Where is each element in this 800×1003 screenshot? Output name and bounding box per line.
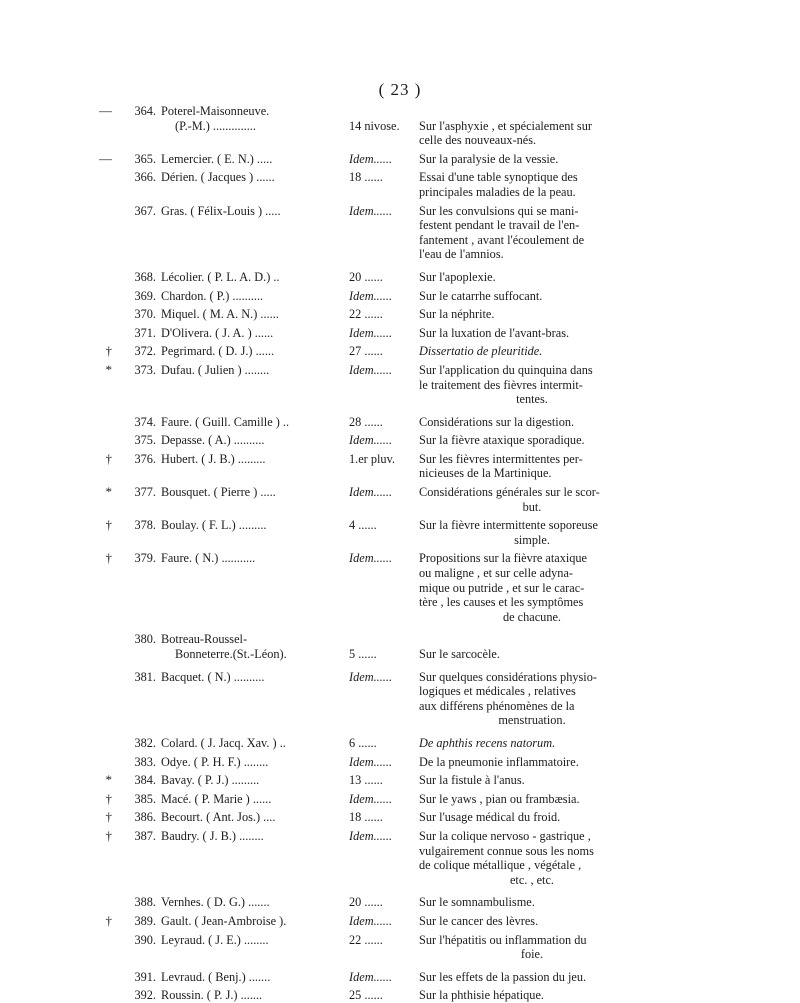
list-entry (105, 912, 666, 929)
thesis-title-line: ou maligne , et sur celle adyna- (419, 566, 573, 581)
entry-mark: — (99, 103, 112, 118)
defense-date: Idem...... (349, 669, 393, 684)
thesis-title (419, 792, 631, 807)
entry-number: 386. (134, 810, 156, 825)
thesis-title-line: fantement , avant l'écoulement de (419, 232, 585, 247)
thesis-title-line: Sur l'application du quinquina dans (419, 362, 593, 377)
entry-number: 377. (134, 485, 156, 500)
entry-mark: † (105, 343, 112, 359)
defense-date: 13 ...... (349, 773, 383, 788)
list-entry (126, 326, 666, 341)
entry-number: 378. (134, 518, 156, 533)
list-entry (105, 809, 666, 825)
entry-number: 367. (134, 203, 156, 218)
entry-number: 368. (134, 269, 156, 284)
thesis-title-line: Considérations sur la digestion. (419, 414, 575, 429)
author-name: Bonneterre.(St.-Léon). (175, 647, 287, 661)
defense-date: Idem...... (349, 913, 393, 928)
thesis-title-line: Sur l'asphyxie , et spécialement sur (419, 118, 592, 133)
thesis-title-line: foie. (520, 947, 544, 962)
defense-date: Idem...... (349, 288, 393, 303)
defense-date: 1.er pluv. (349, 451, 395, 466)
author-name: Levraud. ( Benj.) ....... (161, 969, 271, 984)
thesis-title-line: De la pneumonie inflammatoire. (419, 754, 579, 769)
author-name: Lécolier. ( P. L. A. D.) .. (161, 269, 280, 284)
thesis-title-line: Sur la fistule à l'anus. (419, 773, 525, 788)
entry-number: 366. (134, 170, 156, 185)
thesis-title-line: simple. (514, 532, 550, 547)
thesis-title-line: Sur la colique nervoso - gastrique , (419, 828, 591, 843)
entry-number: 370. (134, 307, 156, 322)
entry-mark: † (105, 827, 112, 843)
thesis-title-line: Propositions sur la fièvre ataxique (419, 551, 588, 566)
author-name: Gras. ( Félix-Louis ) ..... (161, 203, 281, 218)
thesis-title-line: Sur la fièvre intermittente soporeuse (419, 518, 598, 533)
thesis-title (419, 933, 631, 962)
thesis-title (419, 988, 631, 1003)
entry-number: 387. (134, 828, 156, 843)
entry-mark: * (105, 772, 112, 788)
thesis-title-line: logiques et médicales , relatives (419, 684, 576, 699)
defense-date: Idem...... (349, 485, 393, 500)
thesis-title (419, 485, 631, 514)
entry-number: 384. (134, 773, 156, 788)
author-name: Leyraud. ( J. E.) ........ (161, 932, 269, 947)
entry-number: 385. (134, 791, 156, 806)
list-entry (126, 307, 666, 322)
author-name: Bacquet. ( N.) .......... (161, 669, 265, 684)
thesis-title-line: De aphthis recens natorum. (419, 735, 556, 750)
thesis-title (419, 170, 631, 199)
list-entry (126, 736, 666, 751)
entry-number: 379. (134, 551, 156, 566)
entry-number: 376. (134, 451, 156, 466)
thesis-title-line: Sur le yaws , pian ou frambæsia. (419, 791, 580, 806)
thesis-title-line: Sur les convulsions qui se mani- (419, 203, 579, 218)
thesis-title-line: vulgairement connue sous les noms (419, 843, 594, 858)
entry-number: 381. (134, 669, 156, 684)
defense-date: 5 ...... (349, 647, 377, 661)
defense-date: Idem...... (349, 551, 393, 566)
author-name: Becourt. ( Ant. Jos.) .... (161, 810, 276, 825)
thesis-title-line: tère , les causes et les symptômes (419, 595, 584, 610)
defense-date: 25 ...... (349, 988, 383, 1003)
entry-mark: * (105, 361, 112, 377)
author-name: Pegrimard. ( D. J.) ...... (161, 344, 275, 359)
entry-number: 382. (134, 735, 156, 750)
entry-number: 374. (134, 414, 156, 429)
list-entry (105, 827, 666, 887)
thesis-title-line: de colique métallique , végétale , (419, 858, 582, 873)
thesis-title-line: nicieuses de la Martinique. (419, 466, 552, 481)
thesis-title (419, 829, 631, 887)
thesis-title-line: festent pendant le travail de l'en- (419, 218, 580, 233)
thesis-title-line: Essai d'une table synoptique des (419, 170, 578, 185)
defense-date: 4 ...... (349, 518, 377, 533)
entry-mark: † (105, 912, 112, 928)
thesis-title (419, 452, 631, 481)
list-entry (126, 670, 666, 728)
thesis-title-line: Sur la néphrite. (419, 307, 495, 322)
author-name: Boulay. ( F. L.) ......... (161, 518, 267, 533)
entry-number: 388. (134, 895, 156, 910)
list-entry (105, 484, 666, 514)
thesis-title-line: menstruation. (498, 713, 566, 728)
author-name: Baudry. ( J. B.) ........ (161, 828, 264, 843)
defense-date: Idem...... (349, 754, 393, 769)
thesis-title-line: Sur les effets de la passion du jeu. (419, 969, 587, 984)
thesis-title (419, 415, 631, 430)
list-entry (126, 933, 666, 962)
list-entry (105, 343, 666, 359)
entry-number: 391. (134, 969, 156, 984)
thesis-title (419, 344, 631, 359)
entry-number: 380. (134, 632, 156, 647)
author-name: (P.-M.) .............. (175, 118, 256, 133)
entry-number: 383. (134, 754, 156, 769)
list-entry (105, 517, 666, 547)
author-name: Roussin. ( P. J.) ....... (161, 988, 263, 1003)
author-name: Gault. ( Jean-Ambroise ). (161, 913, 287, 928)
thesis-title-line: Sur la luxation de l'avant-bras. (419, 325, 570, 340)
author-name: Faure. ( Guill. Camille ) .. (161, 414, 290, 429)
thesis-title-line: de chacune. (502, 609, 562, 624)
entry-number: 371. (134, 325, 156, 340)
list-entry (126, 988, 666, 1003)
author-name: Miquel. ( M. A. N.) ...... (161, 307, 279, 322)
author-name: Colard. ( J. Jacq. Xav. ) .. (161, 735, 286, 750)
entry-number: 372. (134, 344, 156, 359)
list-entry (126, 415, 666, 430)
thesis-title-line: principales maladies de la peau. (419, 184, 576, 199)
entry-number: 392. (134, 988, 156, 1003)
thesis-title-line: but. (522, 499, 542, 514)
author-name: Macé. ( P. Marie ) ...... (161, 791, 272, 806)
list-entry (105, 550, 666, 624)
thesis-title-line: l'eau de l'amnios. (419, 247, 504, 262)
defense-date: Idem...... (349, 791, 393, 806)
list-entry (126, 895, 666, 910)
defense-date: 14 nivose. (349, 118, 400, 133)
thesis-title (419, 326, 631, 341)
entry-number: 390. (134, 932, 156, 947)
author-name: Bavay. ( P. J.) ......... (161, 773, 260, 788)
author-name: Botreau-Roussel- (161, 632, 248, 647)
page-number: ( 23 ) (378, 80, 422, 99)
thesis-title-line: Sur l'usage médical du froid. (419, 810, 561, 825)
thesis-title (419, 307, 631, 322)
thesis-title-line: aux différens phénomènes de la (419, 698, 575, 713)
entry-mark: † (105, 550, 112, 566)
list-entry (105, 450, 666, 481)
thesis-title (419, 632, 631, 661)
author-name: D'Olivera. ( J. A. ) ...... (161, 325, 274, 340)
thesis-title-line: Sur les fièvres intermittentes per- (419, 451, 583, 466)
author-name: Vernhes. ( D. G.) ....... (161, 895, 270, 910)
defense-date: Idem...... (349, 433, 393, 448)
thesis-title-line: Considérations générales sur le scor- (419, 485, 600, 500)
thesis-title (419, 433, 631, 448)
thesis-title-line: celle des nouveaux-nés. (419, 133, 537, 148)
thesis-title-line: etc. , etc. (509, 872, 555, 887)
thesis-title (419, 270, 631, 285)
entry-number: 369. (134, 288, 156, 303)
thesis-title (419, 363, 631, 407)
entry-number: 364. (134, 104, 156, 118)
author-name: Hubert. ( J. B.) ......... (161, 451, 266, 466)
thesis-title-line: Sur le sarcocèle. (419, 647, 500, 661)
list-entry (105, 772, 666, 788)
thesis-title (419, 289, 631, 304)
author-name: Lemercier. ( E. N.) ..... (161, 151, 273, 166)
defense-date: 28 ...... (349, 414, 383, 429)
entry-number: 365. (134, 151, 156, 166)
list-entry (126, 433, 666, 448)
defense-date: Idem...... (349, 325, 393, 340)
defense-date: Idem...... (349, 151, 393, 166)
defense-date: Idem...... (349, 969, 393, 984)
defense-date: 18 ...... (349, 170, 383, 185)
list-entry (126, 632, 666, 661)
defense-date: 27 ...... (349, 344, 383, 359)
list-entry (99, 103, 666, 148)
entry-mark: † (105, 809, 112, 825)
author-name: Dérien. ( Jacques ) ...... (161, 170, 275, 185)
entry-mark: † (105, 790, 112, 806)
author-name: Depasse. ( A.) .......... (161, 433, 265, 448)
thesis-title (419, 670, 631, 728)
thesis-title (419, 152, 631, 167)
thesis-title-line: Sur le somnambulisme. (419, 895, 535, 910)
thesis-title (419, 895, 631, 910)
entry-mark: † (105, 517, 112, 533)
thesis-title (419, 104, 631, 148)
thesis-title-line: Sur quelques considérations physio- (419, 669, 597, 684)
thesis-title (419, 736, 631, 751)
author-name: Faure. ( N.) ........... (161, 551, 256, 566)
defense-date: Idem...... (349, 203, 393, 218)
list-entry (126, 270, 666, 285)
thesis-title-line: Sur la phthisie hépatique. (419, 988, 544, 1003)
thesis-title (419, 914, 631, 929)
thesis-title (419, 551, 631, 624)
thesis-title-line: Sur le cancer des lèvres. (419, 913, 539, 928)
list-entry (126, 204, 666, 262)
defense-date: 22 ...... (349, 307, 383, 322)
defense-date: 18 ...... (349, 810, 383, 825)
defense-date: 20 ...... (349, 895, 383, 910)
thesis-title-line: Sur la paralysie de la vessie. (419, 151, 559, 166)
list-entry (126, 170, 666, 199)
thesis-title-line: Dissertatio de pleuritide. (419, 344, 543, 359)
thesis-title-line: tentes. (516, 392, 548, 407)
thesis-title (419, 204, 631, 262)
list-entry (126, 755, 666, 770)
thesis-title (419, 755, 631, 770)
thesis-title-line: Sur l'hépatitis ou inflammation du (419, 932, 587, 947)
defense-date: Idem...... (349, 828, 393, 843)
author-name: Dufau. ( Julien ) ........ (161, 362, 270, 377)
entry-number: 373. (134, 362, 156, 377)
thesis-title (419, 773, 631, 788)
thesis-list (99, 103, 666, 1003)
entry-mark: † (105, 450, 112, 466)
entry-number: 389. (134, 913, 156, 928)
defense-date: 22 ...... (349, 932, 383, 947)
defense-date: Idem...... (349, 362, 393, 377)
thesis-title-line: Sur la fièvre ataxique sporadique. (419, 433, 585, 448)
defense-date: 20 ...... (349, 269, 383, 284)
thesis-title (419, 810, 631, 825)
defense-date: 6 ...... (349, 735, 377, 750)
entry-number: 375. (134, 433, 156, 448)
author-name: Odye. ( P. H. F.) ........ (161, 754, 269, 769)
thesis-title-line: mique ou putride , et sur le carac- (419, 580, 585, 595)
list-entry (99, 150, 666, 167)
author-name: Poterel-Maisonneuve. (161, 104, 270, 118)
thesis-title-line: Sur le catarrhe suffocant. (419, 288, 543, 303)
entry-mark: — (99, 150, 112, 166)
thesis-title (419, 518, 631, 547)
entry-mark: * (105, 484, 112, 500)
author-name: Chardon. ( P.) .......... (161, 288, 264, 303)
thesis-title-line: Sur l'apoplexie. (419, 269, 496, 284)
author-name: Bousquet. ( Pierre ) ..... (161, 485, 276, 500)
list-entry (105, 790, 666, 807)
thesis-title-line: le traitement des fièvres intermit- (419, 377, 583, 392)
list-entry (126, 289, 666, 304)
list-entry (105, 361, 666, 407)
